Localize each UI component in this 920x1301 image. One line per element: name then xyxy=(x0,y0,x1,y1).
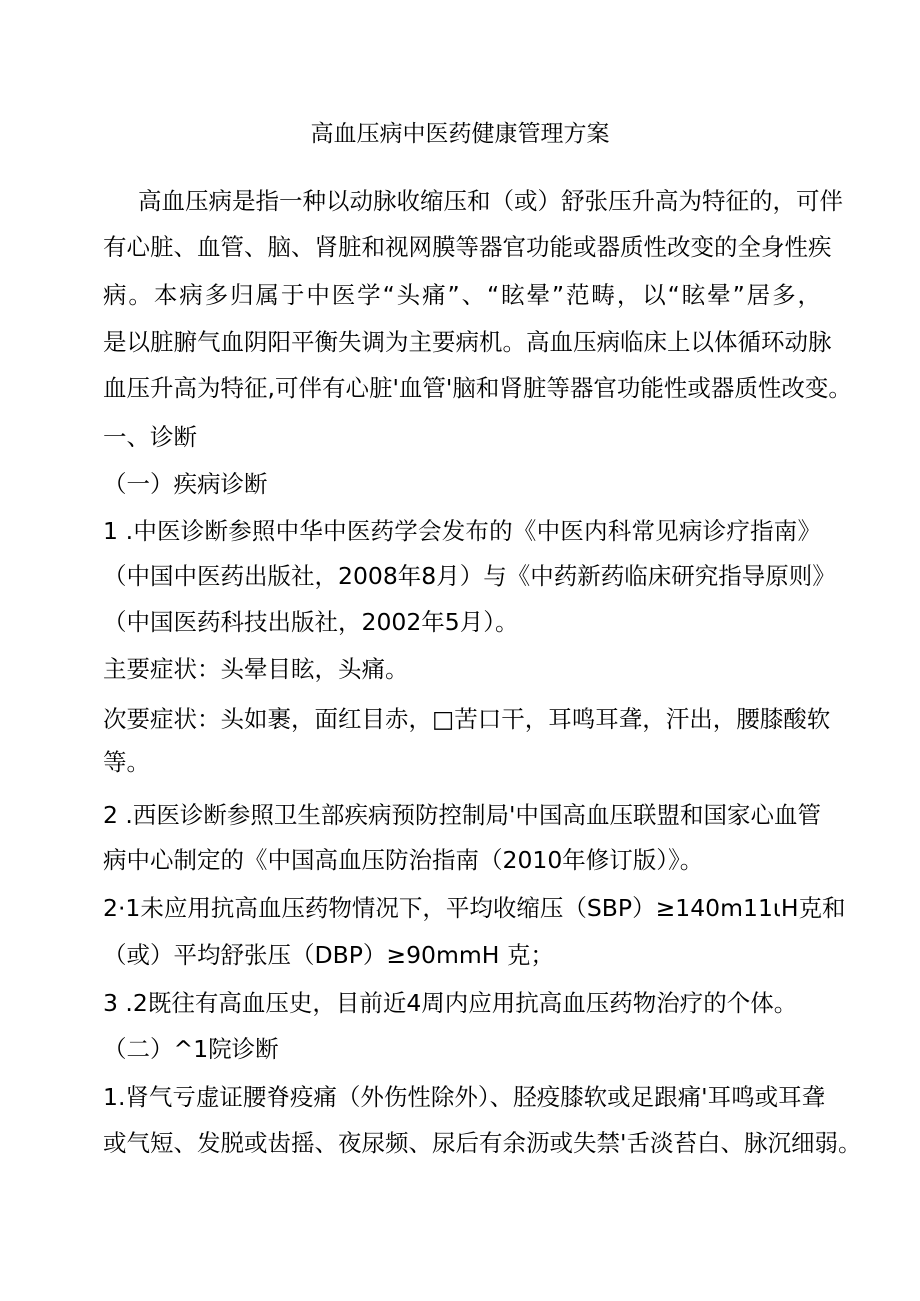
intro-line-1: 高血压病是指一种以动脉收缩压和（或）舒张压升高为特征的，可伴 xyxy=(138,187,843,215)
item-2-1-line-2: （或）平均舒张压（DBP）≥90mmH 克； xyxy=(103,941,554,969)
intro-line-4: 是以脏腑气血阴阳平衡失调为主要病机。高血压病临床上以体循环动脉 xyxy=(103,328,832,356)
secondary-symptoms-line-2: 等。 xyxy=(103,748,150,776)
subsection-heading-disease-diagnosis: （一）疾病诊断 xyxy=(103,470,268,498)
item-2-1-line-1: 2·1未应用抗高血压药物情况下，平均收缩压（SBP）≥140m11ιH克和 xyxy=(103,894,846,922)
secondary-symptoms-line-1: 次要症状：头如裹，面红目赤，□苦口干，耳鸣耳聋，汗出，腰膝酸软 xyxy=(103,705,831,733)
main-symptoms: 主要症状：头晕目眩，头痛。 xyxy=(103,655,409,683)
intro-line-2: 有心脏、血管、脑、肾脏和视网膜等器官功能或器质性改变的全身性疾 xyxy=(103,233,832,261)
item-1-line-1: 1 .中医诊断参照中华中医药学会发布的《中医内科常见病诊疗指南》 xyxy=(103,517,821,545)
item-1-line-3: （中国医药科技出版社，2002年5月）。 xyxy=(103,608,519,636)
item-2-line-2: 病中心制定的《中国高血压防治指南（2010年修订版）》。 xyxy=(103,846,704,874)
intro-line-5: 血压升高为特征,可伴有心脏'血管'脑和肾脏等器官功能性或器质性改变。 xyxy=(103,374,852,402)
item-3: 3 .2既往有高血压史，目前近4周内应用抗高血压药物治疗的个体。 xyxy=(103,989,798,1017)
page-title: 高血压病中医药健康管理方案 xyxy=(310,121,610,147)
syndrome-1-line-1: 1.肾气亏虚证腰脊疫痛（外伤性除外）、胫疫膝软或足跟痛'耳鸣或耳聋 xyxy=(103,1083,826,1111)
item-2-line-1: 2 .西医诊断参照卫生部疾病预防控制局'中国高血压联盟和国家心血管 xyxy=(103,801,821,829)
syndrome-1-line-2: 或气短、发脱或齿摇、夜尿频、尿后有余沥或失禁'舌淡苔白、脉沉细弱。 xyxy=(103,1129,862,1157)
subsection-heading-syndrome-diagnosis: （二）^1院诊断 xyxy=(103,1035,279,1063)
section-heading-diagnosis: 一、诊断 xyxy=(103,423,197,451)
intro-line-3: 病。本病多归属于中医学“头痛”、“眩晕”范畴，以“眩晕”居多， xyxy=(103,281,821,309)
item-1-line-2: （中国中医药出版社，2008年8月）与《中药新药临床研究指导原则》 xyxy=(103,562,836,590)
